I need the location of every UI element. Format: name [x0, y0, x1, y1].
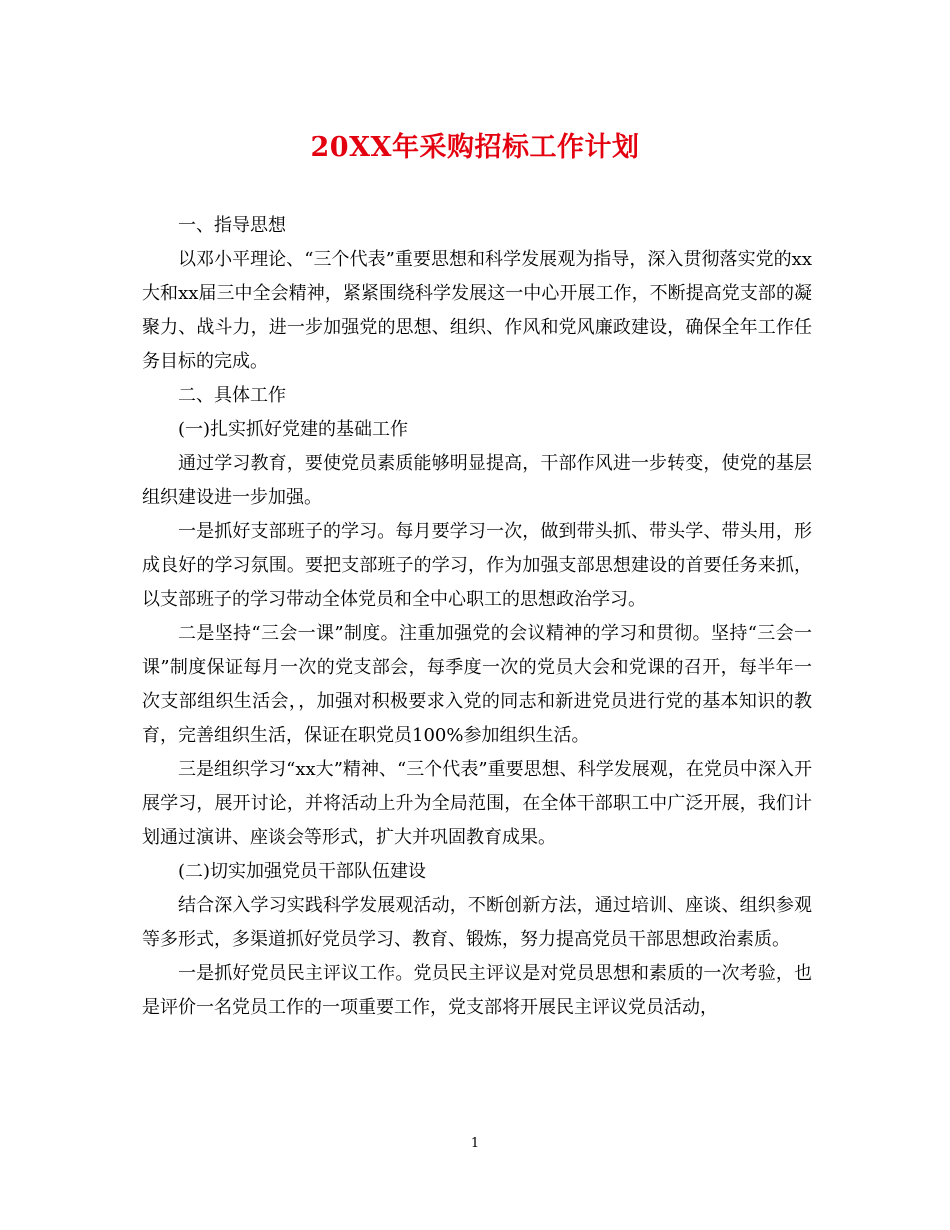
- section-heading-specific-work: 二、具体工作: [178, 385, 286, 406]
- paragraph: 二是坚持“三会一课”制度。注重加强党的会议精神的学习和贯彻。坚持“三会一课”制度保证每月一次的党支部会，每季度一次的党员大会和党课的召开，每半年一次支部组织生活会，，加强对积极要求入党的同志和新进党员进行党的基本知识的教育，完善组织生活，保证在职党员100%参加组织生活。: [142, 623, 812, 746]
- page-number: 1: [470, 1136, 480, 1151]
- subsection-heading-party-building: (一)扎实抓好党建的基础工作: [178, 419, 409, 440]
- document-title: 20XX年采购招标工作计划: [310, 132, 640, 163]
- section-heading-guiding-ideology: 一、指导思想: [178, 215, 286, 236]
- paragraph: 三是组织学习“xx大”精神、“三个代表”重要思想、科学发展观，在党员中深入开展学习，展开讨论，并将活动上升为全局范围，在全体干部职工中广泛开展，我们计划通过演讲、座谈会等形式，扩大并巩固教育成果。: [142, 759, 812, 848]
- paragraph: 通过学习教育，要使党员素质能够明显提高，干部作风进一步转变，使党的基层组织建设进一步加强。: [142, 453, 812, 508]
- document-body: [142, 209, 812, 1025]
- paragraph: 以邓小平理论、“三个代表”重要思想和科学发展观为指导，深入贯彻落实党的xx大和xx届三中全会精神，紧紧围绕科学发展这一中心开展工作，不断提高党支部的凝聚力、战斗力，进一步加强党的思想、组织、作风和党风廉政建设，确保全年工作任务目标的完成。: [142, 249, 812, 372]
- subsection-heading-cadre-team: (二)切实加强党员干部队伍建设: [178, 861, 427, 882]
- paragraph: 一是抓好支部班子的学习。每月要学习一次，做到带头抓、带头学、带头用，形成良好的学习氛围。要把支部班子的学习，作为加强支部思想建设的首要任务来抓，以支部班子的学习带动全体党员和全中心职工的思想政治学习。: [142, 521, 812, 610]
- paragraph: 结合深入学习实践科学发展观活动，不断创新方法，通过培训、座谈、组织参观等多形式，多渠道抓好党员学习、教育、锻炼，努力提高党员干部思想政治素质。: [142, 895, 812, 950]
- paragraph: 一是抓好党员民主评议工作。党员民主评议是对党员思想和素质的一次考验，也是评价一名党员工作的一项重要工作，党支部将开展民主评议党员活动，: [142, 963, 812, 1018]
